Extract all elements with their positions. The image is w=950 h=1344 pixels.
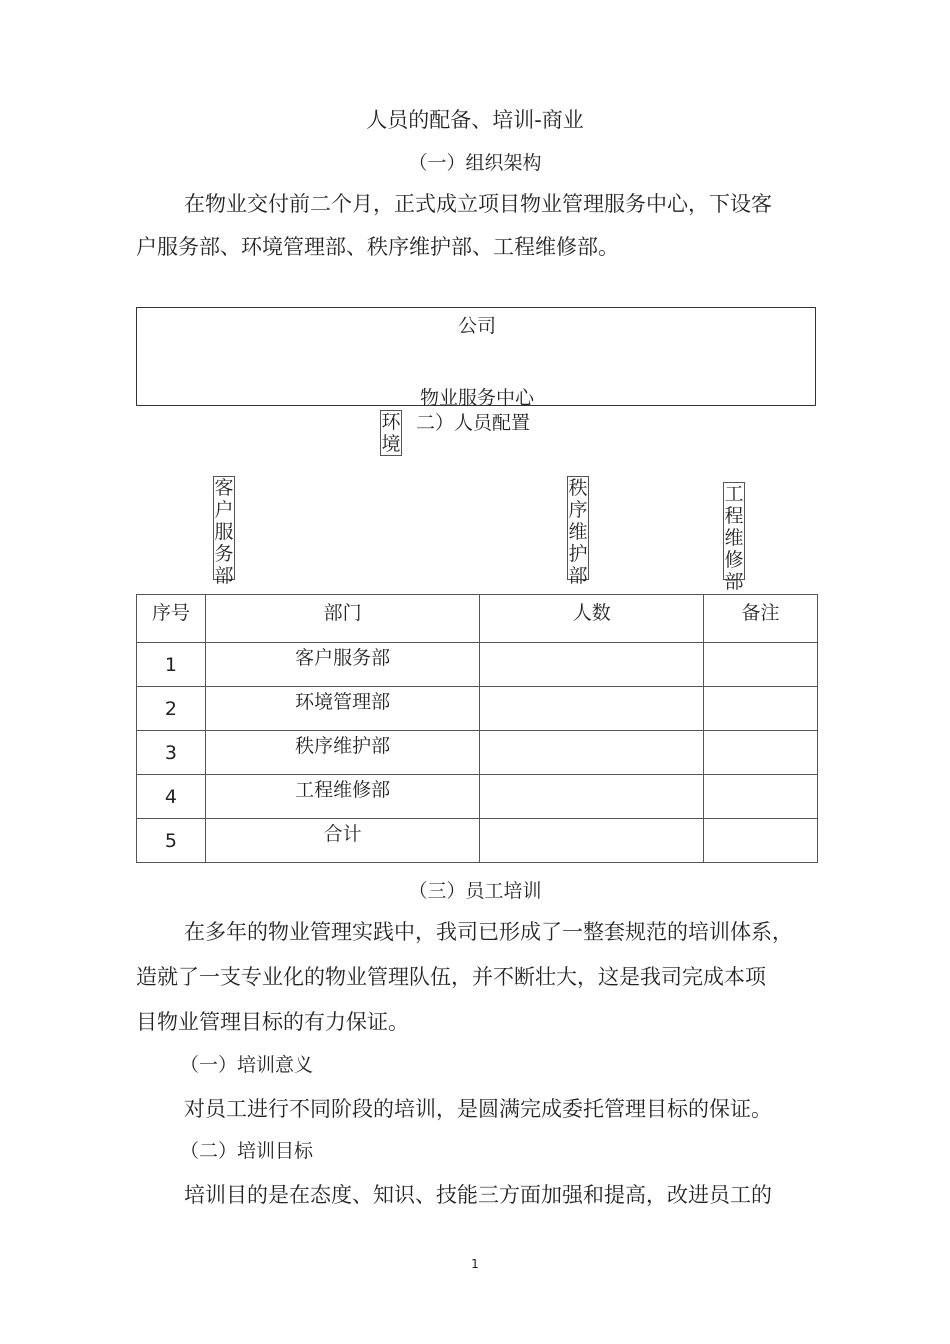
cell-no: 1 <box>137 643 206 687</box>
training-significance-text: 对员工进行不同阶段的培训，是圆满完成委托管理目标的保证。 <box>184 1097 772 1121</box>
table-row <box>137 819 818 863</box>
cell-dept: 环境管理部 <box>205 687 480 731</box>
cell-note <box>704 775 818 819</box>
section-heading-org: （一）组织架构 <box>408 152 542 174</box>
cell-no: 4 <box>137 775 206 819</box>
cell-count <box>480 819 704 863</box>
cell-note <box>704 819 818 863</box>
training-goal-heading: （二）培训目标 <box>180 1140 314 1162</box>
header-dept: 部门 <box>205 595 480 643</box>
header-count: 人数 <box>480 595 704 643</box>
staffing-table <box>136 594 818 863</box>
intro-paragraph-line2: 户服务部、环境管理部、秩序维护部、工程维修部。 <box>136 235 619 259</box>
training-paragraph-line3: 目物业管理目标的有力保证。 <box>136 1010 409 1034</box>
org-center-label: 物业服务中心 <box>419 387 534 409</box>
org-dept-order-maintenance: 秩序维护部 <box>568 477 588 587</box>
org-chart-box <box>136 307 816 409</box>
org-dept-engineering: 工程维修部 <box>724 483 744 593</box>
table-row <box>137 687 818 731</box>
training-paragraph-line2: 造就了一支专业化的物业管理队伍，并不断壮大，这是我司完成本项 <box>136 965 766 989</box>
cell-note <box>704 687 818 731</box>
training-goal-text: 培训目的是在态度、知识、技能三方面加强和提高，改进员工的 <box>184 1183 772 1207</box>
cell-note <box>704 731 818 775</box>
table-header-row <box>137 595 818 643</box>
section-heading-training: （三）员工培训 <box>408 880 542 902</box>
cell-dept: 工程维修部 <box>205 775 480 819</box>
document-title: 人员的配备、培训-商业 <box>366 108 584 132</box>
org-company-label: 公司 <box>457 315 496 337</box>
intro-paragraph-line1: 在物业交付前二个月，正式成立项目物业管理服务中心，下设客 <box>184 192 772 216</box>
section-heading-staffing: 二）人员配置 <box>416 412 531 434</box>
cell-count <box>480 687 704 731</box>
cell-count <box>480 775 704 819</box>
cell-no: 3 <box>137 731 206 775</box>
org-dept-environment: 环境 <box>381 411 401 455</box>
table-row <box>137 643 818 687</box>
cell-note <box>704 643 818 687</box>
table-row <box>137 731 818 775</box>
training-paragraph-line1: 在多年的物业管理实践中，我司已形成了一整套规范的培训体系， <box>184 920 793 944</box>
cell-dept: 客户服务部 <box>205 643 480 687</box>
cell-no: 2 <box>137 687 206 731</box>
cell-dept: 合计 <box>205 819 480 863</box>
header-no: 序号 <box>137 595 206 643</box>
org-dept-customer-service: 客户服务部 <box>214 477 234 587</box>
table-row <box>137 775 818 819</box>
cell-dept: 秩序维护部 <box>205 731 480 775</box>
page-number: 1 <box>471 1257 479 1271</box>
header-note: 备注 <box>704 595 818 643</box>
training-significance-heading: （一）培训意义 <box>180 1054 314 1076</box>
cell-count <box>480 643 704 687</box>
cell-count <box>480 731 704 775</box>
cell-no: 5 <box>137 819 206 863</box>
